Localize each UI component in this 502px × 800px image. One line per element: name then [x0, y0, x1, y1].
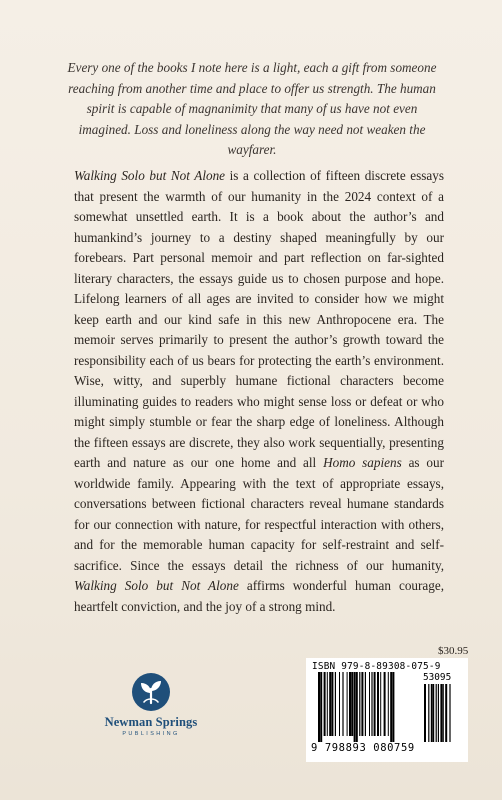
- species-italic: Homo sapiens: [323, 455, 402, 470]
- publisher-name: Newman Springs: [104, 715, 198, 729]
- description-text: is a collection of fifteen discrete essays that present the warmth of our humanity in the 2024 context of a somewhat unsettled earth. It is a book about the author’s and humankind’s journey to a destiny shaped meaningfully by our forebears. Part personal memoir and part reflection on far-sighted literary characters, the essays guide us to chosen purpose and hope. Lifelong learners of all ages are invited to consider how we might keep earth and our kind safe in this new Anthropocene era. The memoir serves primarily to present the author’s growth toward the responsibility each of us bears for protecting the earth’s environment. Wise, witty, and superbly humane fictional characters become illuminating guides to readers who might sense loss or defeat or who might simply stumble or fear the sharp edge of loneliness. Although the fifteen essays are discrete, they also work sequentially, presenting earth and nature as our one home and all: [74, 168, 445, 470]
- book-title-italic: Walking Solo but Not Alone: [74, 168, 226, 183]
- epigraph-quote: Every one of the books I note here is a light, each a gift from someone reaching from another time and place to offer us strength. The human spirit is capable of magnanimity that many of us have not even imagined. Loss and loneliness along the way need not weaken the wayfarer.: [67, 60, 437, 157]
- description-text: affirms wonderful human courage, heartfelt conviction, and the joy of a strong mind.: [74, 578, 445, 614]
- publisher-logo: [96, 672, 206, 737]
- isbn-label: ISBN 979-8-89308-075-9: [312, 661, 441, 672]
- barcode-digits: 9 798893 080759: [311, 742, 415, 754]
- description-text: as our worldwide family. Appearing with the text of appropriate essays, conversations between fictional characters reveal humane standards for our connection with nature, for respectful interaction with others, and for the memorable human capacity for self-restraint and self-sacrifice. Since the essays detail the richness of our humanity,: [74, 455, 444, 573]
- price-label: $30.95: [438, 645, 469, 657]
- sprout-circle-icon: [131, 672, 171, 712]
- publisher-subtitle: PUBLISHING: [122, 731, 180, 737]
- book-description: [74, 166, 444, 617]
- book-title-italic: Walking Solo but Not Alone: [74, 578, 239, 593]
- isbn-barcode: [306, 658, 468, 762]
- price-addon-code: 53095: [423, 672, 452, 683]
